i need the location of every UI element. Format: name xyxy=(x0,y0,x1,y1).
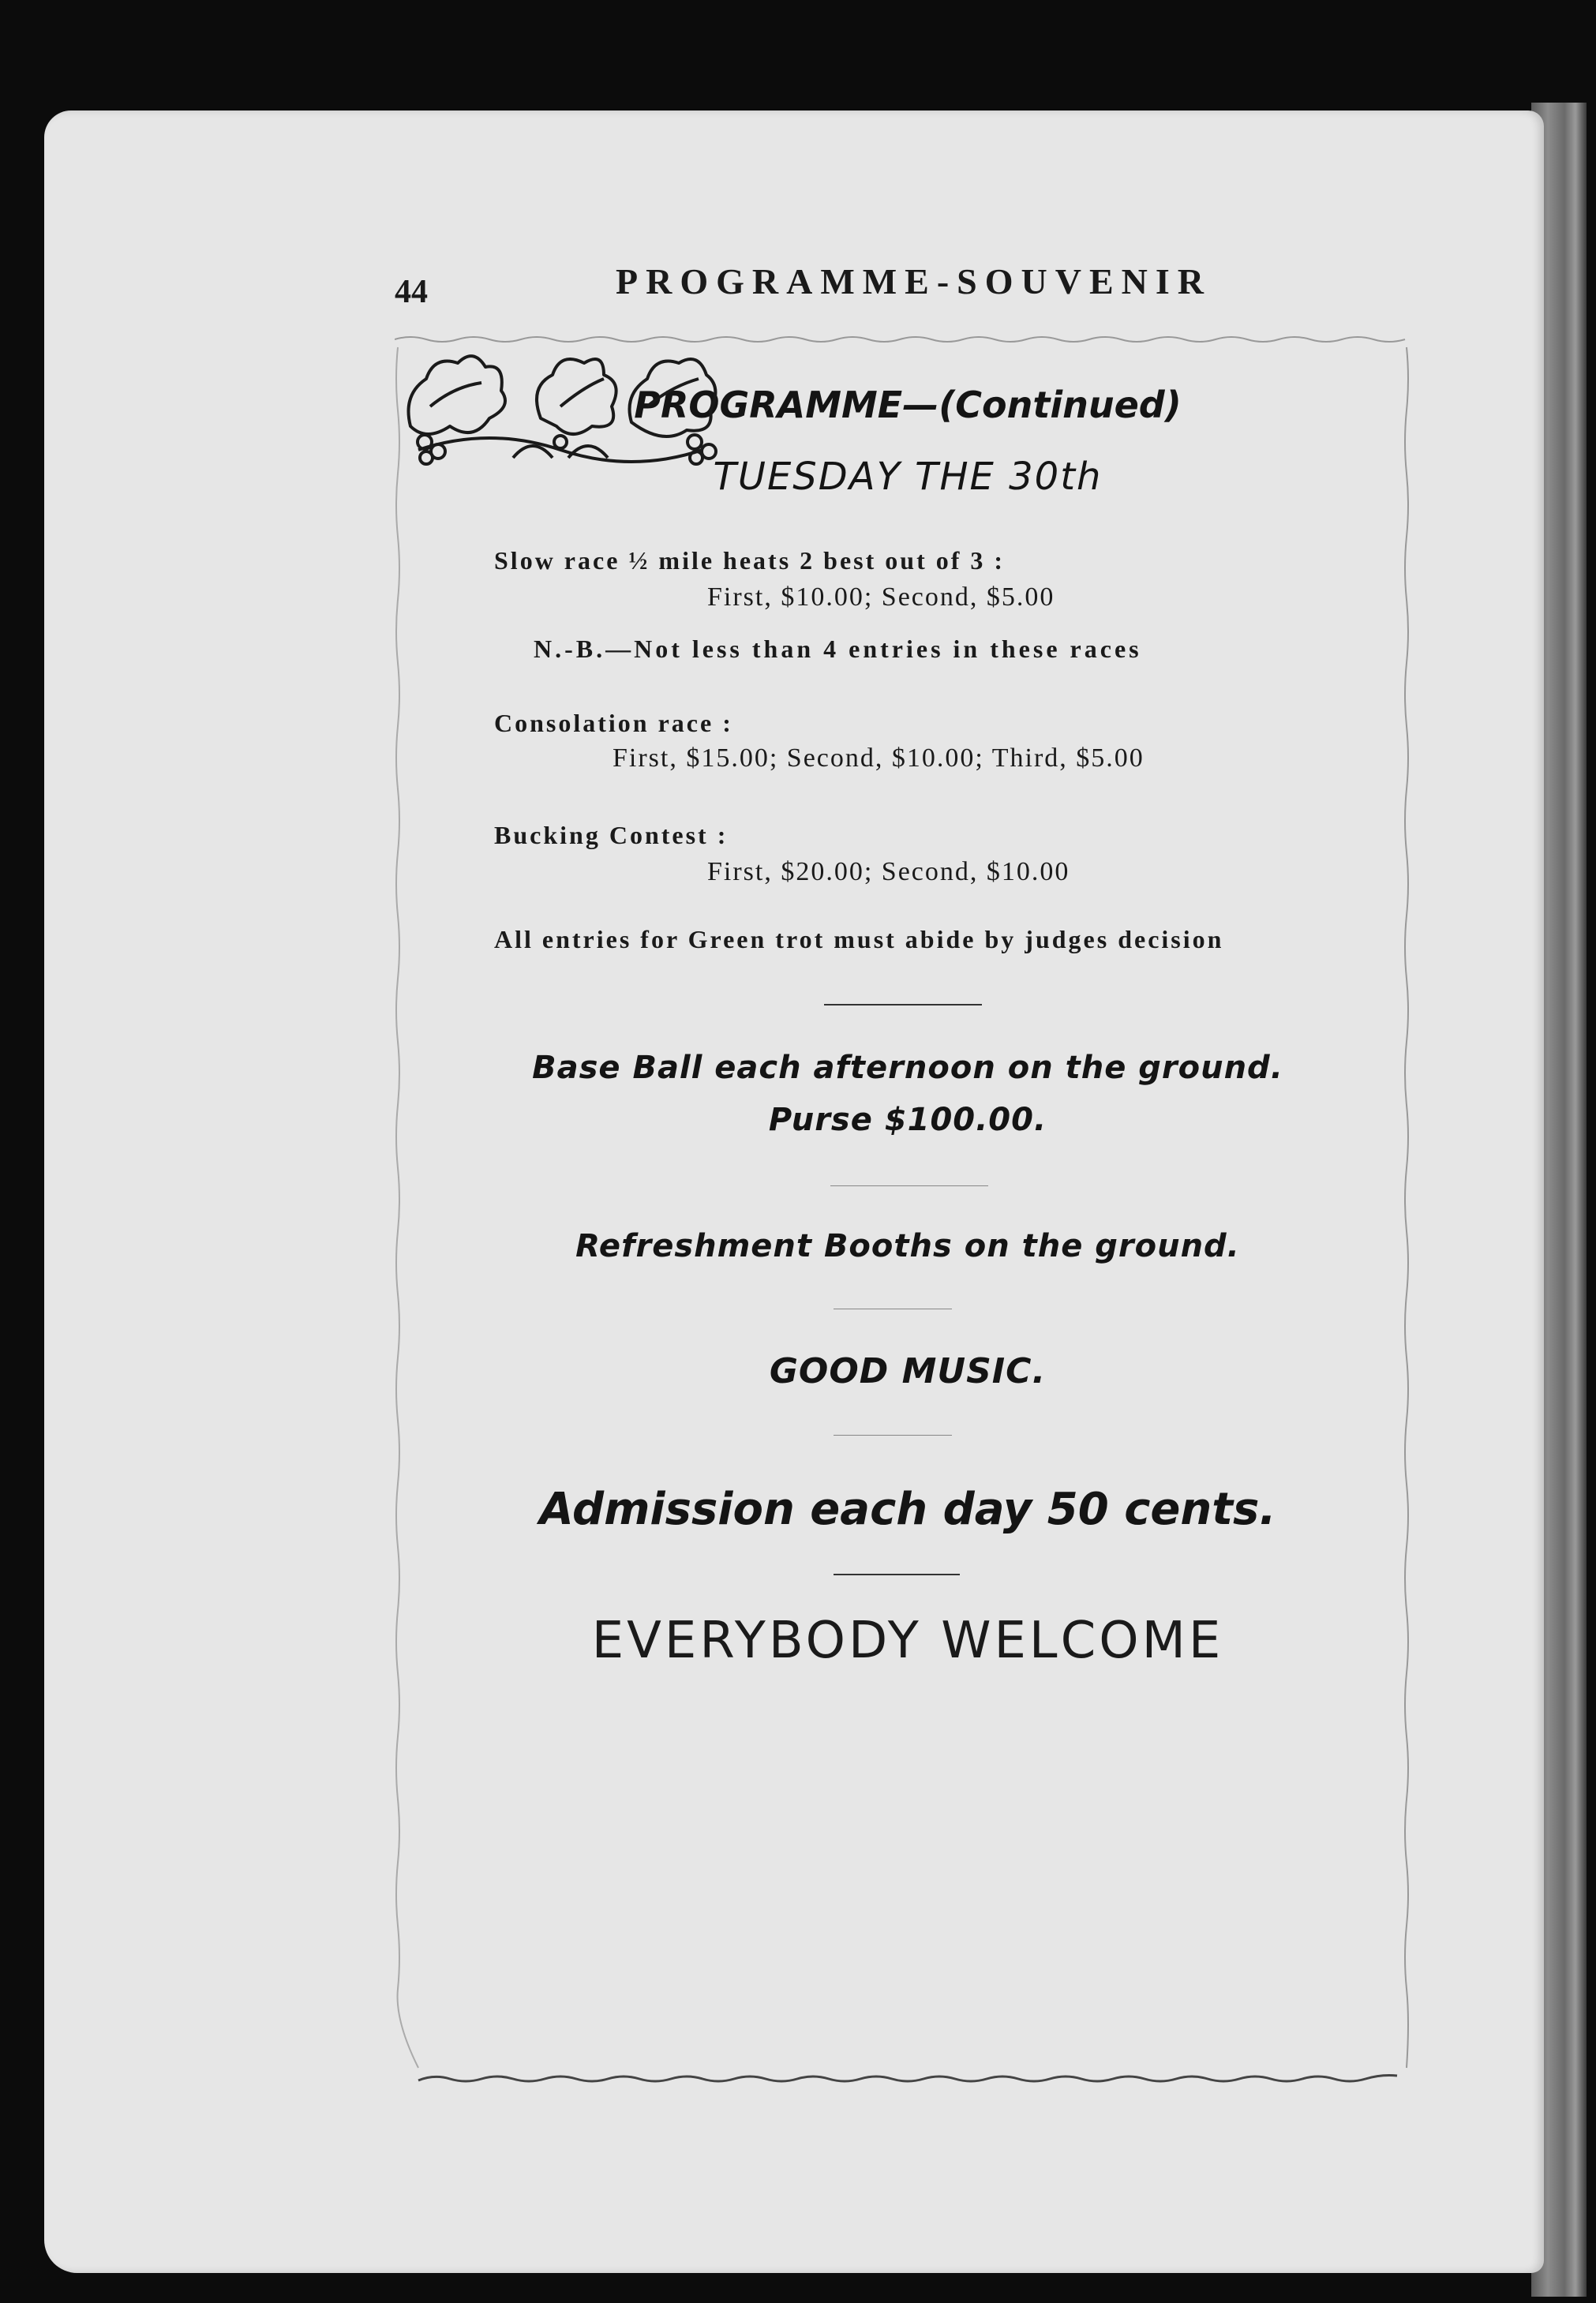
divider xyxy=(834,1574,960,1575)
refreshments-announcement: Refreshment Booths on the ground. xyxy=(575,1228,1240,1264)
baseball-announcement: Base Ball each afternoon on the ground. xyxy=(532,1050,1283,1086)
divider xyxy=(824,1004,982,1005)
event-prizes-bucking-contest: First, $20.00; Second, $10.00 xyxy=(707,857,1070,886)
admission-announcement: Admission each day 50 cents. xyxy=(539,1484,1276,1535)
event-title-consolation-race: Consolation race : xyxy=(494,709,733,737)
event-prizes-slow-race: First, $10.00; Second, $5.00 xyxy=(707,582,1055,612)
music-announcement: GOOD MUSIC. xyxy=(769,1351,1047,1391)
baseball-purse: Purse $100.00. xyxy=(768,1102,1047,1138)
divider xyxy=(830,1185,988,1186)
entries-note: N.-B.—Not less than 4 entries in these races xyxy=(534,635,1142,663)
day-heading: TUESDAY THE 30th xyxy=(713,455,1103,499)
event-prizes-consolation-race: First, $15.00; Second, $10.00; Third, $5.00 xyxy=(613,743,1145,773)
page-number: 44 xyxy=(395,274,428,310)
divider xyxy=(834,1435,952,1436)
floral-vine-ornament-icon xyxy=(395,331,726,474)
event-title-slow-race: Slow race ½ mile heats 2 best out of 3 : xyxy=(494,546,1006,575)
programme-frame xyxy=(395,331,1421,2084)
event-title-bucking-contest: Bucking Contest : xyxy=(494,821,729,849)
green-trot-note: All entries for Green trot must abide by judges decision xyxy=(494,925,1224,953)
welcome-banner: EVERYBODY WELCOME xyxy=(591,1612,1224,1670)
programme-heading: PROGRAMME—(Continued) xyxy=(634,384,1182,426)
running-title: PROGRAMME-SOUVENIR xyxy=(616,261,1212,301)
